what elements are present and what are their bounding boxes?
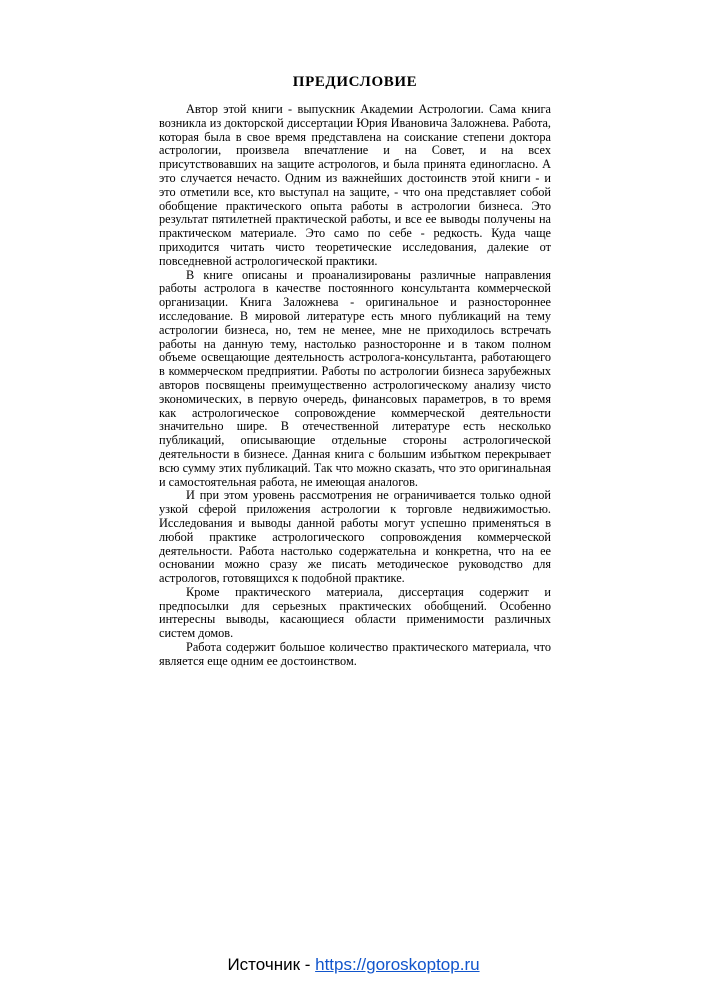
text-block [159,74,551,669]
paragraph: Кроме практического материала, диссертация содержит и предпосылки для серьезных практических обобщений. Особенно интересны выводы, касающиеся области применимости различных систем домов. [159,584,551,641]
page-title: ПРЕДИСЛОВИЕ [292,74,418,90]
source-label: Источник - [227,955,316,974]
paragraph: И при этом уровень рассмотрения не ограничивается только одной узкой сферой приложения астрологии к торговле недвижимостью. Исследования и выводы данной работы могут успешно применяться в любой практике астрологического сопровождения коммерческой деятельности. Работа настолько содержательна и конкретна, что на ее основании можно сразу же писать методическое руководство для астрологов, готовящихся к подобной практике. [159,488,551,586]
paragraph: В книге описаны и проанализированы различные направления работы астролога в качестве постоянного консультанта коммерческой организации. Книга Заложнева - оригинальное и разностороннее исследование. В мировой литературе есть много публикаций на тему астрологии бизнеса, но, тем не менее, мне не приходилось встречать работы на данную тему, настолько разносторонне и в таком полном объеме освещающие деятельность астролога-консультанта, работающего в коммерческом предприятии. Работы по астрологии бизнеса зарубежных авторов посвящены преимущественно астрологическому анализу чисто экономических, в первую очередь, финансовых параметров, в то время как астрологическое сопровождение коммерческой деятельности значительно шире. В отечественной литературе есть несколько публикаций, описывающие отдельные стороны астрологической деятельности в бизнесе. Данная книга с большим избытком перекрывает всю сумму этих публикаций. Так что можно сказать, что это оригинальная и самостоятельная работа, не имеющая аналогов. [159,267,551,489]
source-link[interactable]: https://goroskoptop.ru [315,955,480,974]
source-footer [0,955,707,975]
paragraph: Автор этой книги - выпускник Академии Астрологии. Сама книга возникла из докторской диссертации Юрия Ивановича Заложнева. Работа, которая была в свое время представлена на соискание степени доктора астрологии, произвела впечатление и на Совет, и на всех присутствовавших на защите астрологов, и была принята единогласно. А это случается нечасто. Одним из важнейших достоинств этой книги - и это отметили все, кто выступал на защите, - что она представляет собой обобщение практического опыта работы в астрологии бизнеса. Это результат пятилетней практической работы, и все ее выводы получены на практическом материале. Это само по себе - редкость. Куда чаще приходится читать чисто теоретические исследования, далекие от повседневной астрологической практики. [159,102,551,268]
paragraph: Работа содержит большое количество практического материала, что является еще одним ее достоинством. [159,640,551,668]
